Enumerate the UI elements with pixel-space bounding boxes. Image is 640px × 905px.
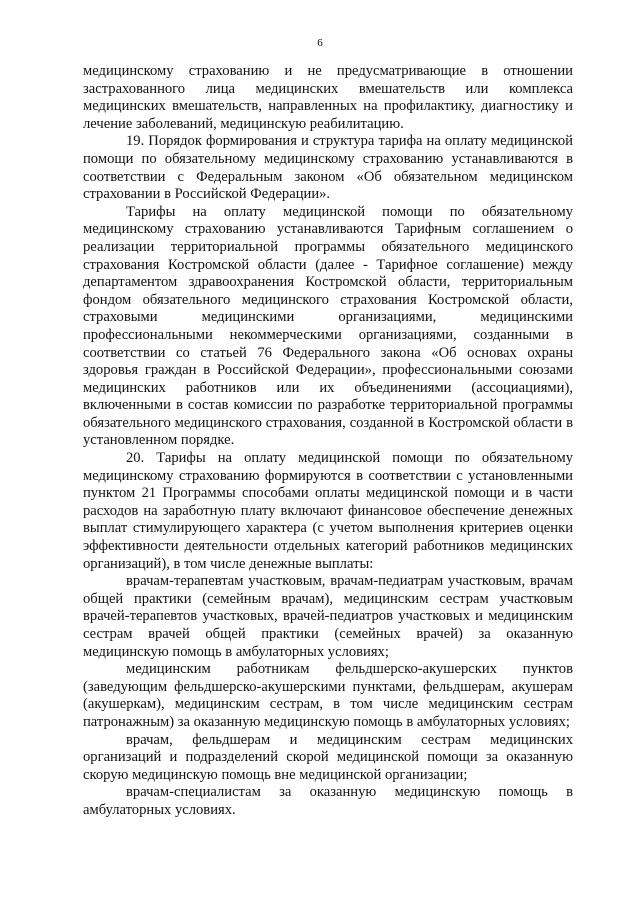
document-body <box>83 63 573 820</box>
paragraph-payments-district-doctors: врачам-терапевтам участковым, врачам-педиатрам участковым, врачам общей практики (семейным врачам), медицинским сестрам участковым врачей-терапевтов участковых, врачей-педиатров участковых и медицинским сестрам врачей общей практики (семейных врачей) за оказанную медицинскую помощь в амбулаторных условиях; <box>83 573 573 660</box>
paragraph-payments-feldsher-points: медицинским работникам фельдшерско-акушерских пунктов (заведующим фельдшерско-акушерскими пунктами, фельдшерам, акушерам (акушеркам), медицинским сестрам, в том числе медицинским сестрам патронажным) за оказанную медицинскую помощь в амбулаторных условиях; <box>83 661 573 730</box>
paragraph-payments-specialists: врачам-специалистам за оказанную медицинскую помощь в амбулаторных условиях. <box>83 784 573 818</box>
paragraph-tariff-agreement: Тарифы на оплату медицинской помощи по обязательному медицинскому страхованию устанавливаются Тарифным соглашением о реализации территориальной программы обязательного медицинского страхования Костромской области (далее - Тарифное соглашение) между департаментом здравоохранения Костромской области, территориальным фондом обязательного медицинского страхования Костромской области, страховыми медицинскими организациями, медицинскими профессиональными некоммерческими организациями, созданными в соответствии со статьей 76 Федерального закона «Об основах охраны здоровья граждан в Российской Федерации», профессиональными союзами медицинских работников или их объединениями (ассоциациями), включенными в состав комиссии по разработке территориальной программы обязательного медицинского страхования, созданной в Костромской области в установленном порядке. <box>83 203 573 449</box>
paragraph-continuation: медицинскому страхованию и не предусматривающие в отношении застрахованного лица медицинских вмешательств или комплекса медицинских вмешательств, направленных на профилактику, диагностику и лечение заболеваний, медицинскую реабилитацию. <box>83 63 573 132</box>
paragraph-payments-emergency-care: врачам, фельдшерам и медицинским сестрам медицинских организаций и подразделений скорой медицинской помощи за оказанную скорую медицинскую помощь вне медицинской организации; <box>83 731 573 783</box>
page-number: 6 <box>317 37 323 49</box>
paragraph-item-20: 20. Тарифы на оплату медицинской помощи по обязательному медицинскому страхованию формируются в соответствии с установленными пунктом 21 Программы способами оплаты медицинской помощи и в части расходов на заработную плату включают финансовое обеспечение денежных выплат стимулирующего характера (с учетом выполнения критериев оценки эффективности деятельности отдельных категорий работников медицинских организаций), в том числе денежные выплаты: <box>83 450 573 572</box>
paragraph-item-19: 19. Порядок формирования и структура тарифа на оплату медицинской помощи по обязательному медицинскому страхованию устанавливаются в соответствии с Федеральным законом «Об обязательном медицинском страховании в Российской Федерации». <box>83 133 573 203</box>
